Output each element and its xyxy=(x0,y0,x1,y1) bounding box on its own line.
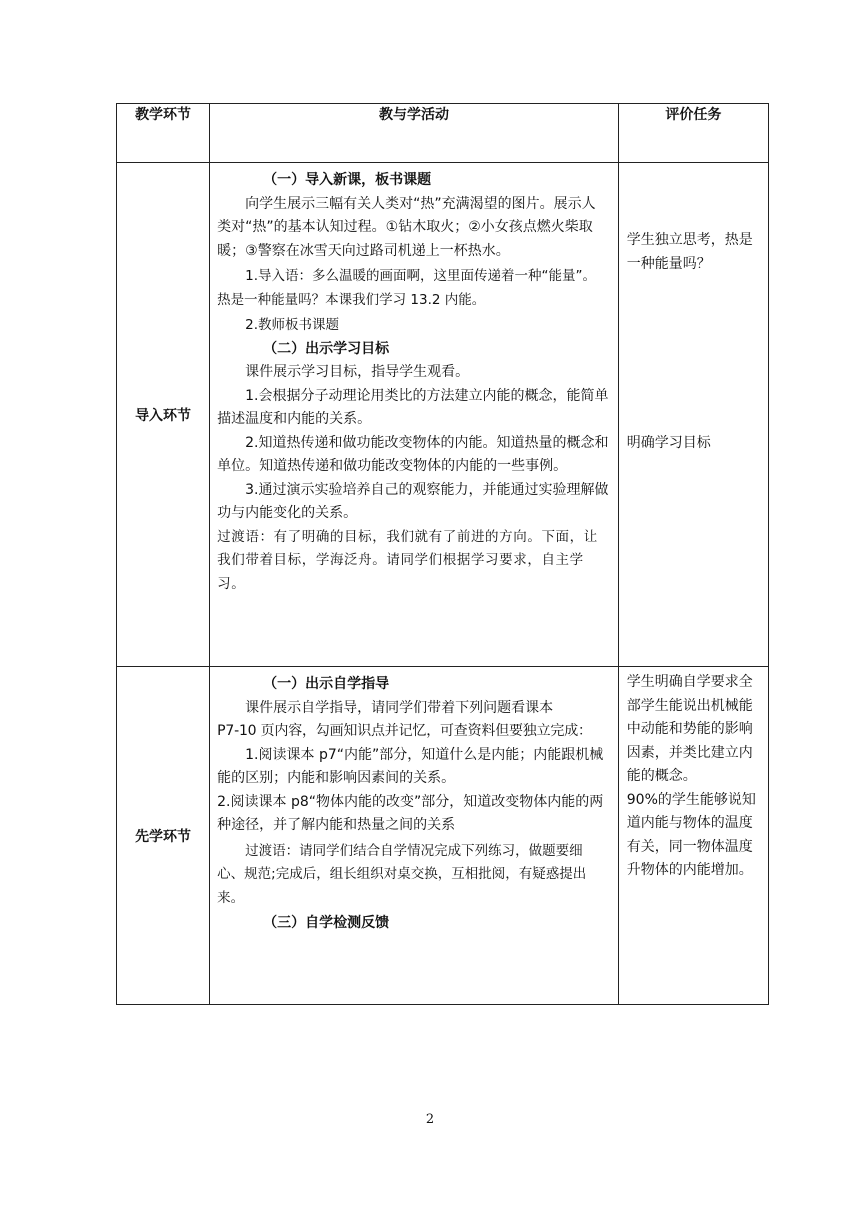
header-evaluation: 评价任务 xyxy=(618,104,768,163)
table-header-row xyxy=(117,104,769,163)
prelearn-heading-1: （一）出示自学指导 xyxy=(263,676,390,692)
prelearn-item-1: 1.阅读课本 p7“内能”部分，知道什么是内能；内能跟机械能的区别；内能和影响因素间的关系。 xyxy=(217,746,604,786)
prelearn-heading-3: （三）自学检测反馈 xyxy=(263,915,390,931)
intro-heading-1: （一）导入新课，板书课题 xyxy=(263,172,432,188)
intro-eval-2: 明确学习目标 xyxy=(626,435,711,451)
prelearn-eval-2: 90%的学生能够说知道内能与物体的温度有关，同一物体温度升物体的内能增加。 xyxy=(626,791,756,878)
intro-item-1: 1.导入语：多么温暖的画面啊，这里面传递着一种“能量”。热是一种能量吗？本课我们学习 13.2 内能。 xyxy=(217,268,597,308)
lesson-table xyxy=(116,103,769,1005)
prelearn-paragraph-1a: 课件展示自学指导，请同学们带着下列问题看课本 xyxy=(245,699,554,716)
intro-item-2: 2.教师板书课题 xyxy=(245,317,340,333)
prelearn-eval-1: 学生明确自学要求全部学生能说出机械能中动能和势能的影响因素，并类比建立内能的概念。 xyxy=(626,674,753,784)
header-activity: 教与学活动 xyxy=(210,104,619,163)
table-row-intro xyxy=(117,163,769,667)
intro-paragraph-1: 向学生展示三幅有关人类对“热”充满渴望的图片。展示人类对“热”的基本认知过程。①钻木取火；②小女孩点燃火柴取暖；③警察在冰雪天向过路司机递上一杯热水。 xyxy=(217,195,596,259)
activity-prelearn xyxy=(210,667,619,1005)
page-number: 2 xyxy=(425,1112,435,1127)
intro-eval-1: 学生独立思考，热是一种能量吗？ xyxy=(626,232,753,272)
intro-goal-1: 1.会根据分子动理论用类比的方法建立内能的概念，能简单描述温度和内能的关系。 xyxy=(217,387,609,427)
evaluation-intro xyxy=(618,163,768,667)
prelearn-item-2: 2.阅读课本 p8“物体内能的改变”部分，知道改变物体内能的两种途径，并了解内能和热量之间的关系 xyxy=(217,793,604,833)
intro-goal-3: 3.通过演示实验培养自己的观察能力，并能通过实验理解做功与内能变化的关系。 xyxy=(217,481,609,521)
table-row-prelearn xyxy=(117,667,769,1005)
stage-intro: 导入环节 xyxy=(117,163,210,667)
stage-prelearn: 先学环节 xyxy=(117,667,210,1005)
activity-intro xyxy=(210,163,619,667)
header-stage: 教学环节 xyxy=(117,104,210,163)
prelearn-paragraph-1b: P7-10 页内容，勾画知识点并记忆，可查资料但要独立完成： xyxy=(217,723,592,739)
evaluation-prelearn xyxy=(618,667,768,1005)
intro-goal-2: 2.知道热传递和做功能改变物体的内能。知道热量的概念和单位。知道热传递和做功能改变物体的内能的一些事例。 xyxy=(217,434,609,474)
intro-heading-2: （二）出示学习目标 xyxy=(263,340,390,357)
intro-paragraph-2: 课件展示学习目标，指导学生观看。 xyxy=(245,364,470,380)
intro-transition: 过渡语：有了明确的目标，我们就有了前进的方向。下面，让我们带着目标，学海泛舟。请同学们根据学习要求，自主学习。 xyxy=(217,528,598,592)
prelearn-transition: 过渡语：请同学们结合自学情况完成下列练习，做题要细心、规范;完成后，组长组织对桌交换，互相批阅，有疑惑提出来。 xyxy=(217,842,587,906)
